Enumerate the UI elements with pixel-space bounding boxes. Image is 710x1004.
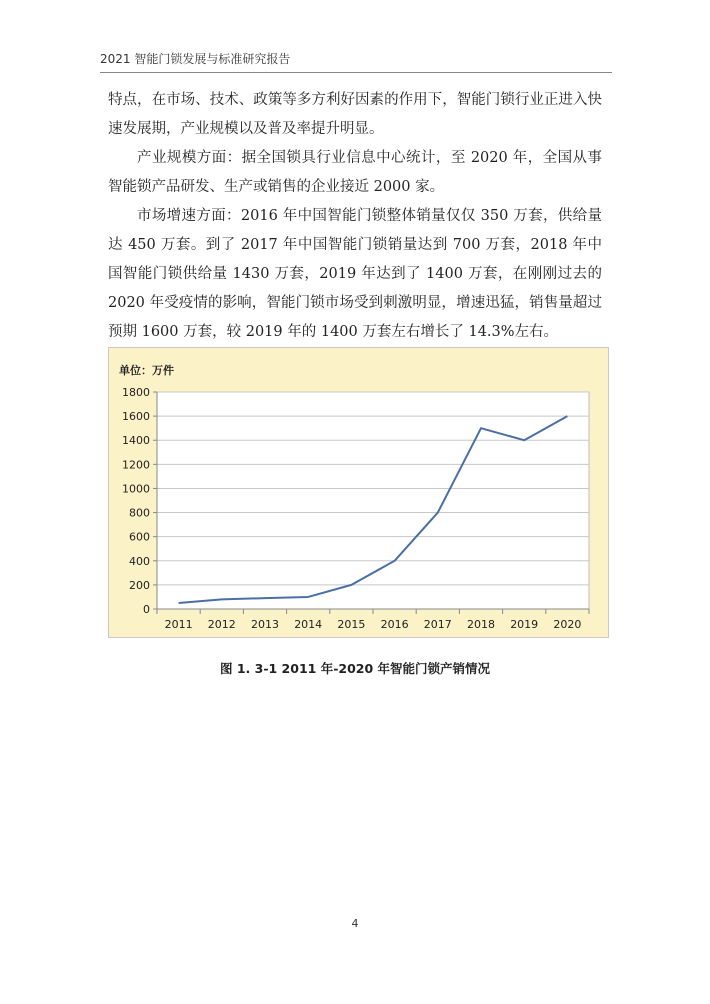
x-tick-label: 2014 — [294, 618, 323, 631]
chart-canvas — [109, 348, 610, 639]
page-number: 4 — [351, 917, 359, 930]
figure-caption: 图 1. 3-1 2011 年-2020 年智能门锁产销情况 — [219, 661, 491, 676]
plot-area — [157, 392, 589, 609]
paragraph-2: 产业规模方面：据全国锁具行业信息中心统计，至 2020 年，全国从事智能锁产品研发、生产或销售的企业接近 2000 家。 — [108, 150, 602, 195]
y-tick-label: 0 — [143, 603, 150, 616]
running-header: 2021 智能门锁发展与标准研究报告 — [100, 52, 291, 66]
y-tick-label: 1000 — [122, 482, 150, 496]
paragraph-1: 特点，在市场、技术、政策等多方利好因素的作用下，智能门锁行业正进入快速发展期，产业规模以及普及率提升明显。 — [108, 92, 602, 137]
x-tick-label: 2016 — [380, 618, 409, 631]
line-chart — [108, 347, 609, 638]
y-tick-label: 600 — [129, 530, 150, 544]
x-tick-label: 2013 — [251, 618, 279, 631]
paragraph-3: 市场增速方面：2016 年中国智能门锁整体销量仅仅 350 万套，供给量达 450 万套。到了 2017 年中国智能门锁销量达到 700 万套，2018 年中国智能门锁供给量 1430 万套，2019 年达到了 1400 万套，在刚刚过去的 2020 年受疫情的影响，智能门锁市场受到刺激明显，增速迅猛，销售量超过预期 1600 万套，较 2019 年的 1400 万套左右增长了 14.3%左右。 — [108, 208, 602, 340]
y-tick-label: 1600 — [122, 410, 150, 424]
y-tick-label: 400 — [129, 554, 150, 568]
x-tick-label: 2020 — [553, 618, 582, 631]
x-tick-label: 2019 — [510, 618, 539, 631]
x-tick-label: 2011 — [164, 618, 193, 631]
x-tick-label: 2012 — [207, 618, 236, 631]
y-tick-label: 1800 — [122, 386, 150, 399]
chart-grid — [157, 392, 589, 609]
chart-unit-label: 单位：万件 — [119, 364, 174, 377]
body-text — [108, 86, 602, 347]
header-divider — [100, 72, 612, 73]
y-tick-label: 1400 — [122, 434, 150, 448]
y-tick-label: 200 — [129, 578, 150, 592]
x-tick-label: 2015 — [337, 618, 366, 631]
y-tick-label: 800 — [129, 506, 150, 520]
y-tick-label: 1200 — [122, 458, 150, 472]
x-tick-label: 2018 — [467, 618, 495, 631]
x-tick-label: 2017 — [423, 618, 452, 631]
